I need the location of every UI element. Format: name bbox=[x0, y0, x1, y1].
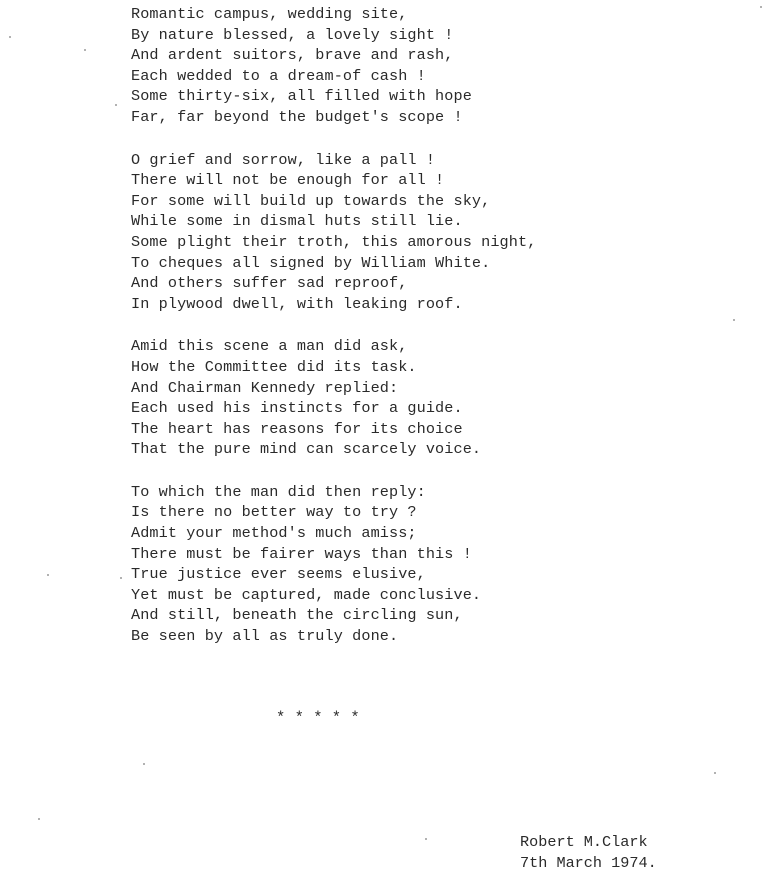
scan-speck bbox=[760, 6, 762, 8]
poem-line: Each wedded to a dream-of cash ! bbox=[131, 66, 426, 85]
poem-line: How the Committee did its task. bbox=[131, 357, 417, 376]
poem-line: Admit your method's much amiss; bbox=[131, 524, 417, 543]
poem-line: And Chairman Kennedy replied: bbox=[131, 378, 399, 397]
scan-speck bbox=[425, 838, 427, 840]
stanza-1 bbox=[131, 4, 651, 128]
scan-speck bbox=[120, 577, 122, 579]
poem-line: Each used his instincts for a guide. bbox=[131, 399, 463, 418]
poem-line: Amid this scene a man did ask, bbox=[131, 337, 408, 356]
scan-speck bbox=[714, 772, 716, 774]
date-line: 7th March 1974. bbox=[520, 853, 657, 872]
stanza-3 bbox=[131, 336, 651, 460]
poem-line: Far, far beyond the budget's scope ! bbox=[131, 107, 463, 126]
poem-line: And ardent suitors, brave and rash, bbox=[131, 46, 454, 65]
scan-speck bbox=[9, 36, 11, 38]
poem-line: Be seen by all as truly done. bbox=[131, 627, 399, 646]
poem-line: There will not be enough for all ! bbox=[131, 171, 445, 190]
poem-line: And still, beneath the circling sun, bbox=[131, 606, 463, 625]
scan-speck bbox=[47, 574, 49, 576]
stanza-4 bbox=[131, 482, 651, 647]
poem-line: Is there no better way to try ? bbox=[131, 503, 417, 522]
section-separator: * * * * * bbox=[276, 709, 360, 727]
poem-line: True justice ever seems elusive, bbox=[131, 565, 426, 584]
poem-line: While some in dismal huts still lie. bbox=[131, 212, 463, 231]
stanza-2 bbox=[131, 150, 651, 315]
scan-speck bbox=[84, 49, 86, 51]
poem-line: There must be fairer ways than this ! bbox=[131, 544, 472, 563]
poem-line: For some will build up towards the sky, bbox=[131, 191, 491, 210]
poem-line: By nature blessed, a lovely sight ! bbox=[131, 25, 454, 44]
author-name: Robert M.Clark bbox=[520, 833, 648, 851]
poem-line: Some thirty-six, all filled with hope bbox=[131, 87, 472, 106]
poem-line: Romantic campus, wedding site, bbox=[131, 5, 408, 23]
poem-line: In plywood dwell, with leaking roof. bbox=[131, 294, 463, 313]
signature-block bbox=[520, 832, 657, 873]
poem-line: That the pure mind can scarcely voice. bbox=[131, 440, 482, 459]
poem-line: The heart has reasons for its choice bbox=[131, 419, 463, 438]
scan-speck bbox=[38, 818, 40, 820]
poem-line: O grief and sorrow, like a pall ! bbox=[131, 150, 436, 169]
poem-line: Some plight their troth, this amorous night, bbox=[131, 232, 537, 251]
poem bbox=[131, 4, 651, 669]
poem-line: And others suffer sad reproof, bbox=[131, 274, 408, 293]
poem-line: To which the man did then reply: bbox=[131, 482, 426, 501]
scan-speck bbox=[143, 763, 145, 765]
scan-speck bbox=[115, 104, 117, 106]
poem-line: To cheques all signed by William White. bbox=[131, 253, 491, 272]
scan-speck bbox=[733, 319, 735, 321]
poem-line: Yet must be captured, made conclusive. bbox=[131, 585, 482, 604]
